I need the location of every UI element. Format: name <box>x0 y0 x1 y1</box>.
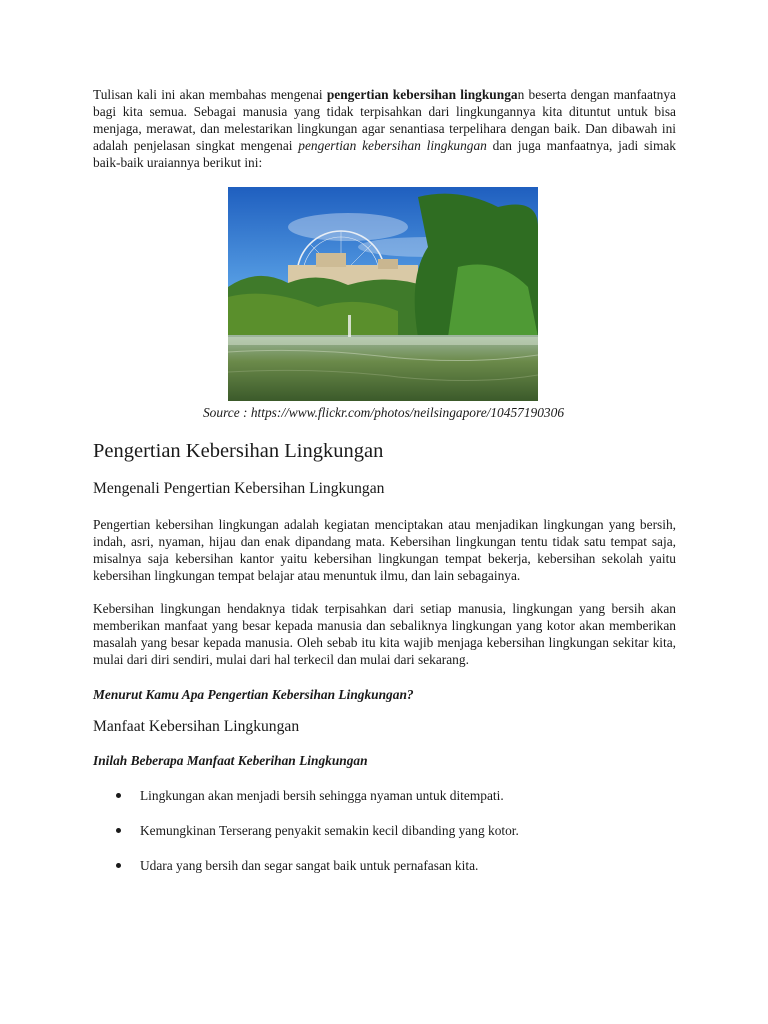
bullet-icon <box>116 793 121 798</box>
intro-text-3: dan juga manfaatnya, jadi simak baik-baik uraiannya berikut ini: <box>93 138 677 170</box>
list-item-text: Kemungkinan Terserang penyakit semakin kecil dibanding yang kotor. <box>140 823 519 838</box>
intro-text-1: Tulisan kali ini akan membahas mengenai <box>93 87 327 102</box>
body-paragraph-1: Pengertian kebersihan lingkungan adalah kegiatan menciptakan atau menjadikan lingkungan yang bersih, indah, asri, nyaman, hijau dan enak dipandang mata. Kebersihan lingkungan tentu tidak satu tempat saja, misalnya saja kebersihan kantor yaitu kebersihan lingkungan tempat bekerja, kebersihan sekolah yaitu kebersihan lingkungan tempat belajar atau menuntuk ilmu, dan lain sebagainya. <box>93 517 676 583</box>
body-paragraph-2: Kebersihan lingkungan hendaknya tidak terpisahkan dari setiap manusia, lingkungan yang bersih akan memberikan manfaat yang besar kepada manusia dan sebaliknya lingkungan yang kotor akan memberikan masalah yang besar kepada manusia. Oleh sebab itu kita wajib menjaga kebersihan lingkungan sekitar kita, mulai dari diri sendiri, mulai dari hal terkecil dan mulai dari sekarang. <box>93 601 676 667</box>
list-item-text: Udara yang bersih dan segar sangat baik untuk pernafasan kita. <box>140 858 479 873</box>
figure-caption: Source : https://www.flickr.com/photos/neilsingapore/10457190306 <box>202 405 565 420</box>
london-eye-park-photo <box>228 187 538 401</box>
document-page <box>93 86 676 892</box>
benefits-intro: Inilah Beberapa Manfaat Keberihan Lingkungan <box>93 753 368 768</box>
bullet-icon <box>116 828 121 833</box>
benefits-list <box>93 787 676 874</box>
section-heading-definition: Mengenali Pengertian Kebersihan Lingkungan <box>93 480 385 497</box>
list-item-text: Lingkungan akan menjadi bersih sehingga nyaman untuk ditempati. <box>140 788 504 803</box>
intro-paragraph <box>93 86 676 171</box>
intro-italic-term: pengertian kebersihan lingkungan <box>298 138 487 153</box>
intro-bold-term: pengertian kebersihan lingkunga <box>326 87 518 102</box>
page-title: Pengertian Kebersihan Lingkungan <box>93 440 384 462</box>
list-item <box>93 787 676 804</box>
list-item <box>93 822 676 839</box>
list-item <box>93 857 676 874</box>
question-line: Menurut Kamu Apa Pengertian Kebersihan Lingkungan? <box>93 687 414 702</box>
bullet-icon <box>116 863 121 868</box>
section-heading-benefits: Manfaat Kebersihan Lingkungan <box>93 718 300 735</box>
intro-text-2: n beserta dengan manfaatnya bagi kita semua. Sebagai manusia yang tidak terpisahkan dari lingkungannya kita dituntut untuk bisa menjaga, merawat, dan melestarikan lingkungan agar senantiasa terpelihara dengan baik. Dan dibawah ini adalah penjelasan singkat mengenai <box>93 87 676 153</box>
